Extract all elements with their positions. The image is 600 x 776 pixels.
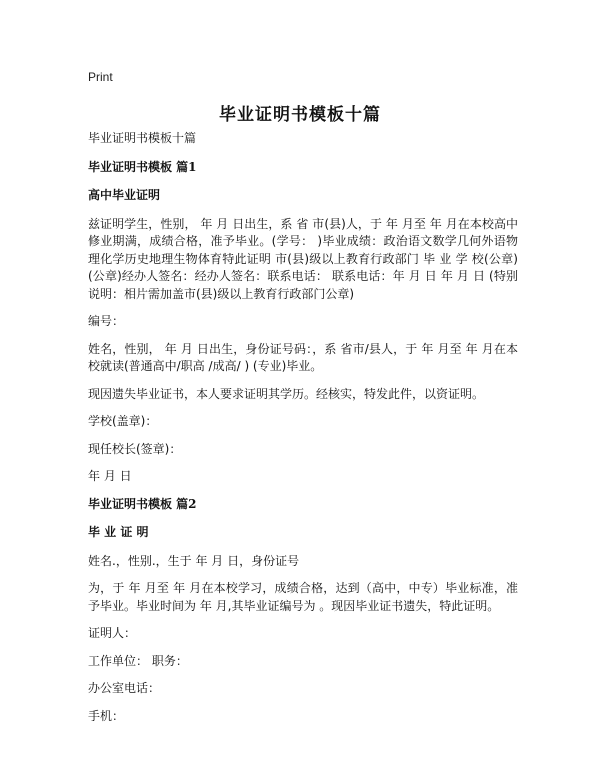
section2-subheading: 毕 业 证 明 [88,524,149,539]
section1-paragraph-2: 姓名，性别， 年 月 日出生，身份证号码：，系 省市/县人，于 年 月至 年 月在本校就读(普通高中/职高 /成高/ ) (专业)毕业。 [88,341,518,373]
section2-employer: 工作单位： 职务： [88,653,188,668]
section1-number-label: 编号： [88,314,125,328]
section1-date-line: 年 月 日 [88,469,132,483]
document-title: 毕业证明书模板十篇 [219,105,381,125]
document-subtitle: 毕业证明书模板十篇 [88,131,197,145]
section2-office-phone: 办公室电话： [88,681,161,695]
section1-paragraph-1: 兹证明学生，性别， 年 月 日出生，系 省 市(县)人，于 年 月至 年 月在本校高中修业期满，成绩合格，准予毕业。(学号： )毕业成绩：政治语文数学几何外语物理化学历史地理生物体育特此证明 市(县)级以上教育行政部门 毕 业 学 校(公章) (公章)经办人签名：经办人签名：联系电话： 联系电话：年 月 日 年 月 日 (特别说明：相片需加盖市(县)级以上教育行政部门公章) [88,216,518,301]
section2-paragraph-1: 为，于 年 月至 年 月在本校学习，成绩合格，达到（高中，中专）毕业标准，准予毕业。毕业时间为 年 月,其毕业证编号为 。现因毕业证书遗失，特此证明。 [88,581,518,613]
section1-subheading: 高中毕业证明 [88,187,161,202]
section2-heading: 毕业证明书模板 篇2 [88,496,197,511]
section1-heading: 毕业证明书模板 篇1 [88,159,197,174]
section1-school-seal: 学校(盖章)： [88,414,158,428]
section2-witness: 证明人： [88,626,137,640]
section2-name-line: 姓名.，性别.，生于 年 月 日，身份证号 [88,553,300,568]
section1-principal-sign: 现任校长(签章)： [88,441,182,456]
section1-paragraph-3: 现因遗失毕业证书，本人要求证明其学历。经核实，特发此件，以资证明。 [88,386,485,401]
print-label[interactable]: Print [88,70,113,84]
document-body [88,130,518,735]
section2-mobile: 手机： [88,708,125,723]
